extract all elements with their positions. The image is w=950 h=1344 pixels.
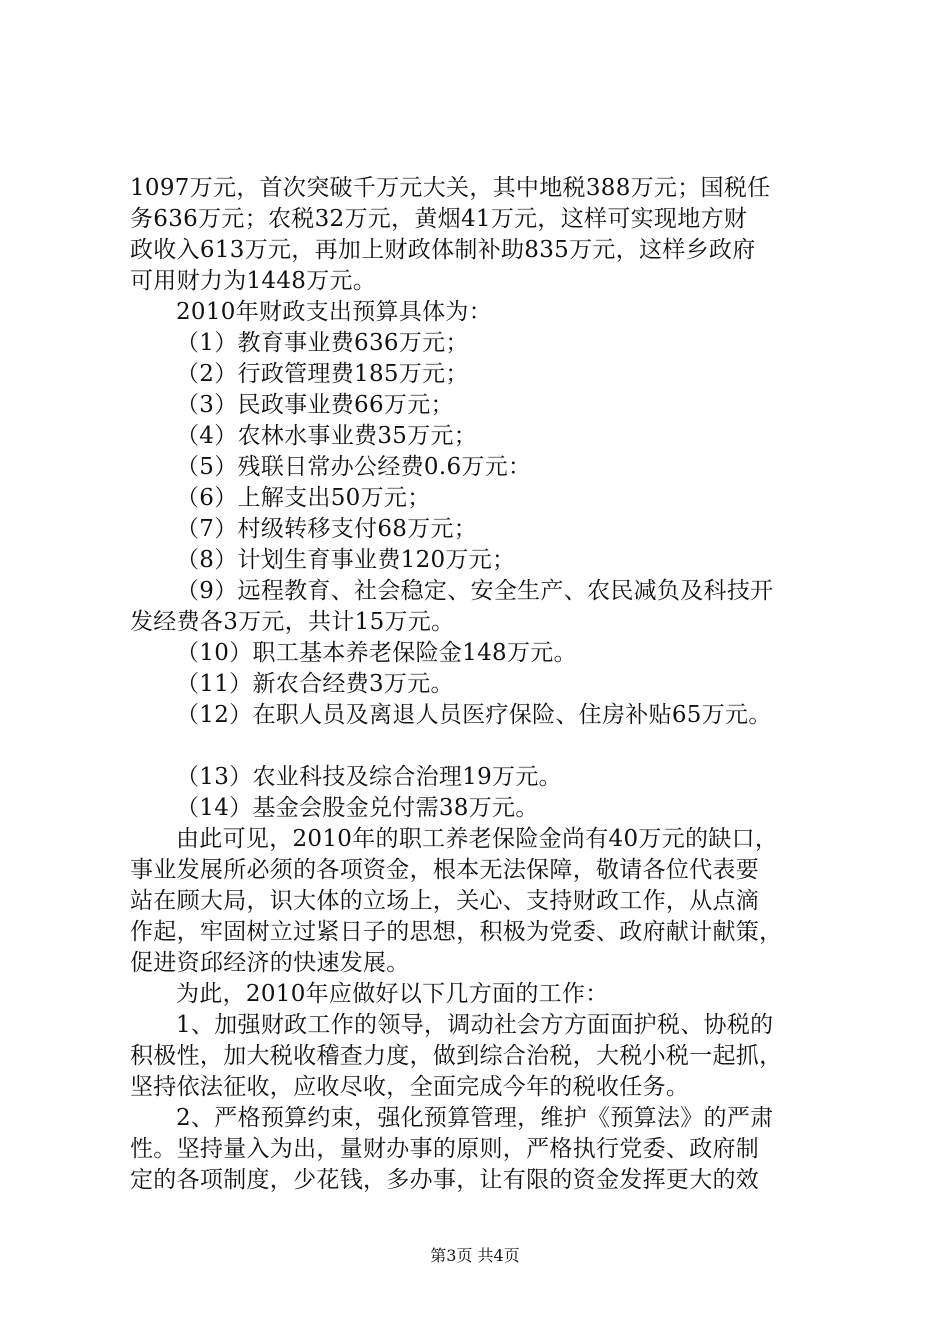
text-line: 1097万元，首次突破千万元大关，其中地税388万元；国税任 <box>130 175 771 201</box>
list-item: （12）在职人员及离退人员医疗保险、住房补贴65万元。 <box>176 702 772 728</box>
paragraph-start: 2010年财政支出预算具体为： <box>176 299 493 325</box>
page-footer <box>0 1245 950 1267</box>
blank-line <box>130 731 830 762</box>
list-item: （9）远程教育、社会稳定、安全生产、农民减负及科技开 <box>176 578 774 604</box>
paragraph-start: 2、严格预算约束，强化预算管理，维护《预算法》的严肃 <box>176 1105 774 1131</box>
text-line: 积极性，加大税收稽查力度，做到综合治税，大税小税一起抓， <box>130 1043 783 1069</box>
list-item: （11）新农合经费3万元。 <box>176 671 454 697</box>
text-line: 站在顾大局，识大体的立场上，关心、支持财政工作，从点滴 <box>130 888 760 914</box>
list-item: （7）村级转移支付68万元； <box>176 516 478 542</box>
paragraph-start: 1、加强财政工作的领导，调动社会方方面面护税、协税的 <box>176 1012 774 1038</box>
document-body <box>130 173 830 1196</box>
list-item: （3）民政事业费66万元； <box>176 392 454 418</box>
page-number: 第3页 共4页 <box>430 1246 520 1265</box>
text-line: 务636万元；农税32万元，黄烟41万元，这样可实现地方财 <box>130 206 748 232</box>
text-line: 性。坚持量入为出，量财办事的原则，严格执行党委、政府制 <box>130 1136 760 1162</box>
list-item: （13）农业科技及综合治理19万元。 <box>176 764 562 790</box>
list-item: （10）职工基本养老保险金148万元。 <box>176 640 577 666</box>
list-item: （2）行政管理费185万元； <box>176 361 469 387</box>
list-item: （1）教育事业费636万元； <box>176 330 469 356</box>
list-item: （8）计划生育事业费120万元； <box>176 547 516 573</box>
text-line: 促进资邱经济的快速发展。 <box>130 950 410 976</box>
list-item: （6）上解支出50万元； <box>176 485 431 511</box>
paragraph-start: 为此，2010年应做好以下几方面的工作： <box>176 981 609 1007</box>
text-line: 坚持依法征收，应收尽收，全面完成今年的税收任务。 <box>130 1074 690 1100</box>
paragraph-start: 由此可见，2010年的职工养老保险金尚有40万元的缺口， <box>176 826 779 852</box>
text-line: 发经费各3万元，共计15万元。 <box>130 609 455 635</box>
list-item: （4）农林水事业费35万元； <box>176 423 478 449</box>
text-line: 事业发展所必须的各项资金，根本无法保障，敬请各位代表要 <box>130 857 760 883</box>
text-line: 政收入613万元，再加上财政体制补助835万元，这样乡政府 <box>130 237 756 263</box>
list-item: （14）基金会股金兑付需38万元。 <box>176 795 539 821</box>
text-line: 可用财力为1448万元。 <box>130 268 377 294</box>
list-item: （5）残联日常办公经费0.6万元： <box>176 454 532 480</box>
text-line: 定的各项制度，少花钱，多办事，让有限的资金发挥更大的效 <box>130 1167 760 1193</box>
text-line: 作起，牢固树立过紧日子的思想，积极为党委、政府献计献策， <box>130 919 783 945</box>
